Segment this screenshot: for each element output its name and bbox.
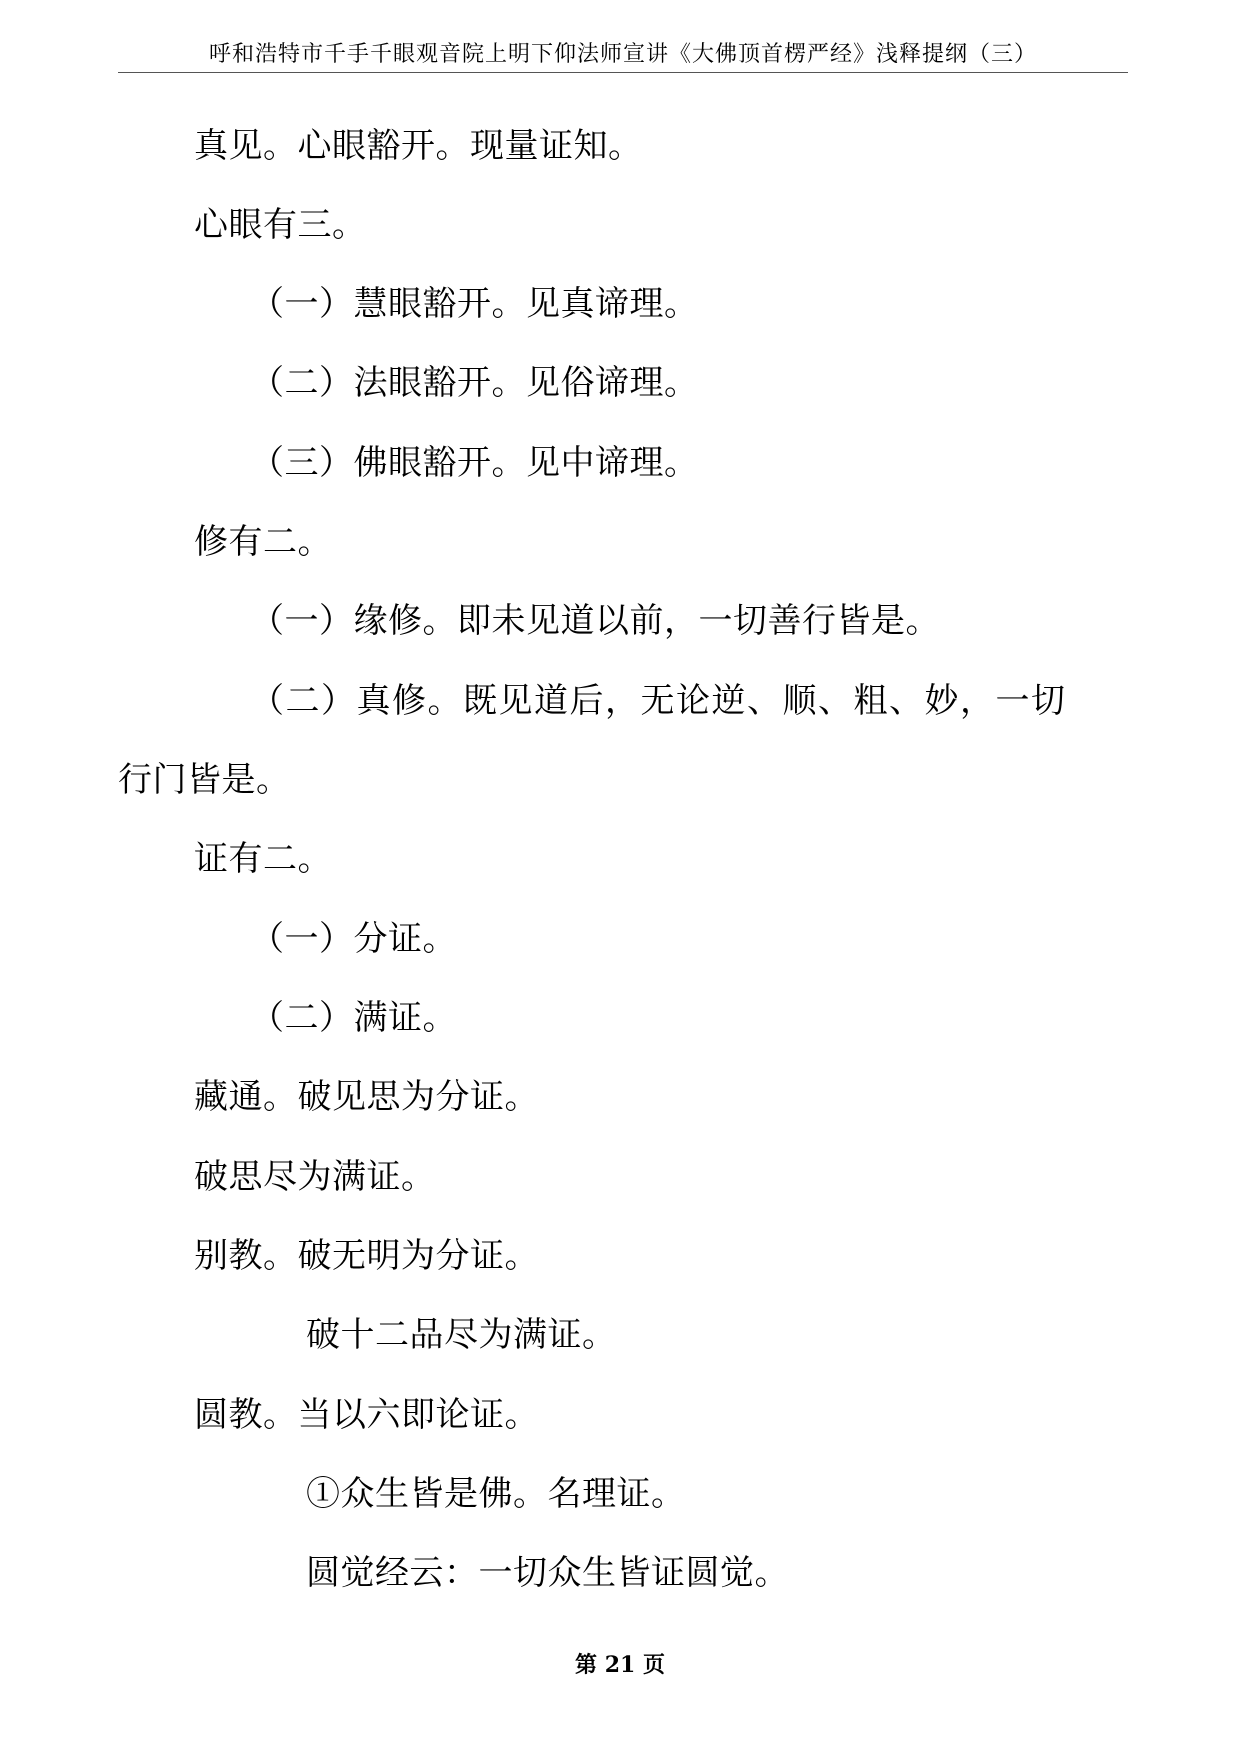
text-line: 圆教。当以六即论证。 <box>194 1395 539 1435</box>
list-item: （二）真修。既见道后，无论逆、顺、粗、妙，一切 <box>250 681 1067 721</box>
text-line: 破十二品尽为满证。 <box>306 1315 617 1355</box>
list-item: （三）佛眼豁开。见中谛理。 <box>250 443 699 483</box>
page-number: 第 21 页 <box>575 1652 665 1678</box>
list-item: （一）慧眼豁开。见真谛理。 <box>250 284 699 324</box>
text-line: 藏通。破见思为分证。 <box>194 1077 539 1117</box>
list-item: （二）法眼豁开。见俗谛理。 <box>250 363 699 403</box>
text-line: 修有二。 <box>194 522 332 562</box>
list-item: （一）缘修。即未见道以前，一切善行皆是。 <box>250 601 940 641</box>
header-divider <box>118 72 1128 73</box>
text-line: 圆觉经云：一切众生皆证圆觉。 <box>306 1553 789 1593</box>
text-line: 心眼有三。 <box>194 205 367 245</box>
running-header: 呼和浩特市千手千眼观音院上明下仰法师宣讲《大佛顶首楞严经》浅释提纲（三） <box>208 42 1037 67</box>
text-line: 证有二。 <box>194 839 332 879</box>
text-line: 行门皆是。 <box>118 760 291 800</box>
list-item: （一）分证。 <box>250 919 457 959</box>
text-line: 真见。心眼豁开。现量证知。 <box>194 126 643 166</box>
text-line: ①众生皆是佛。名理证。 <box>306 1474 686 1514</box>
text-line: 破思尽为满证。 <box>194 1157 436 1197</box>
text-line: 别教。破无明为分证。 <box>194 1236 539 1276</box>
list-item: （二）满证。 <box>250 998 457 1038</box>
